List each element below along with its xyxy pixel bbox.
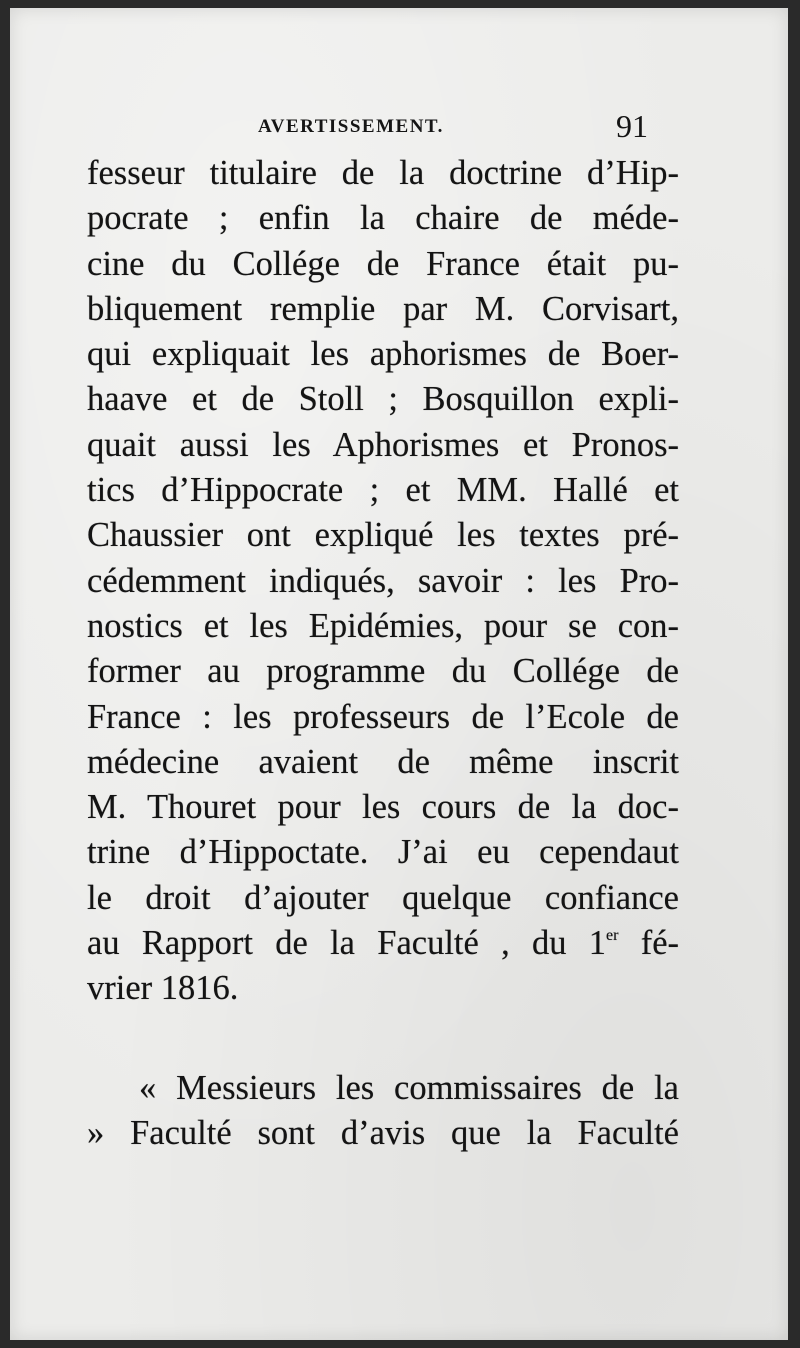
book-page	[10, 8, 788, 1340]
text-line: tics d’Hippocrate ; et MM. Hallé et	[87, 471, 679, 510]
text-line: qui expliquait les aphorismes de Boer-	[87, 335, 679, 374]
text-line: médecine avaient de même inscrit	[87, 742, 679, 781]
text-line: cine du Collége de France était pu-	[87, 244, 679, 283]
text-segment: au Rapport de la Faculté , du 1	[87, 924, 606, 963]
text-line: former au programme du Collége de	[87, 652, 679, 691]
text-line: trine d’Hippoctate. J’ai eu cependaut	[87, 833, 679, 872]
text-line: nostics et les Epidémies, pour se con-	[87, 606, 679, 645]
quote-line: » Faculté sont d’avis que la Faculté	[87, 1113, 679, 1152]
text-line: vrier 1816.	[87, 969, 239, 1008]
text-line: fesseur titulaire de la doctrine d’Hip-	[87, 154, 679, 192]
superscript: er	[606, 927, 619, 945]
text-line: haave et de Stoll ; Bosquillon expli-	[87, 380, 679, 419]
text-line: le droit d’ajouter quelque confiance	[87, 878, 679, 917]
page-number: 91	[616, 108, 648, 144]
text-line: Chaussier ont expliqué les textes pré-	[87, 516, 679, 555]
text-line-with-superscript	[87, 921, 679, 966]
text-segment: fé-	[618, 924, 679, 963]
text-line: pocrate ; enfin la chaire de méde-	[87, 199, 679, 238]
text-line: quait aussi les Aphorismes et Pronos-	[87, 425, 679, 464]
text-line: France : les professeurs de l’Ecole de	[87, 697, 679, 736]
text-line: cédemment indiqués, savoir : les Pro-	[87, 561, 679, 600]
running-title: AVERTISSEMENT.	[258, 116, 444, 137]
body-text	[87, 151, 679, 1156]
text-line: M. Thouret pour les cours de la doc-	[87, 788, 679, 827]
paragraph-gap	[87, 1012, 679, 1066]
text-line: bliquement remplie par M. Corvisart,	[87, 289, 679, 328]
running-head	[10, 108, 788, 148]
quote-line: « Messieurs les commissaires de la	[139, 1068, 679, 1107]
